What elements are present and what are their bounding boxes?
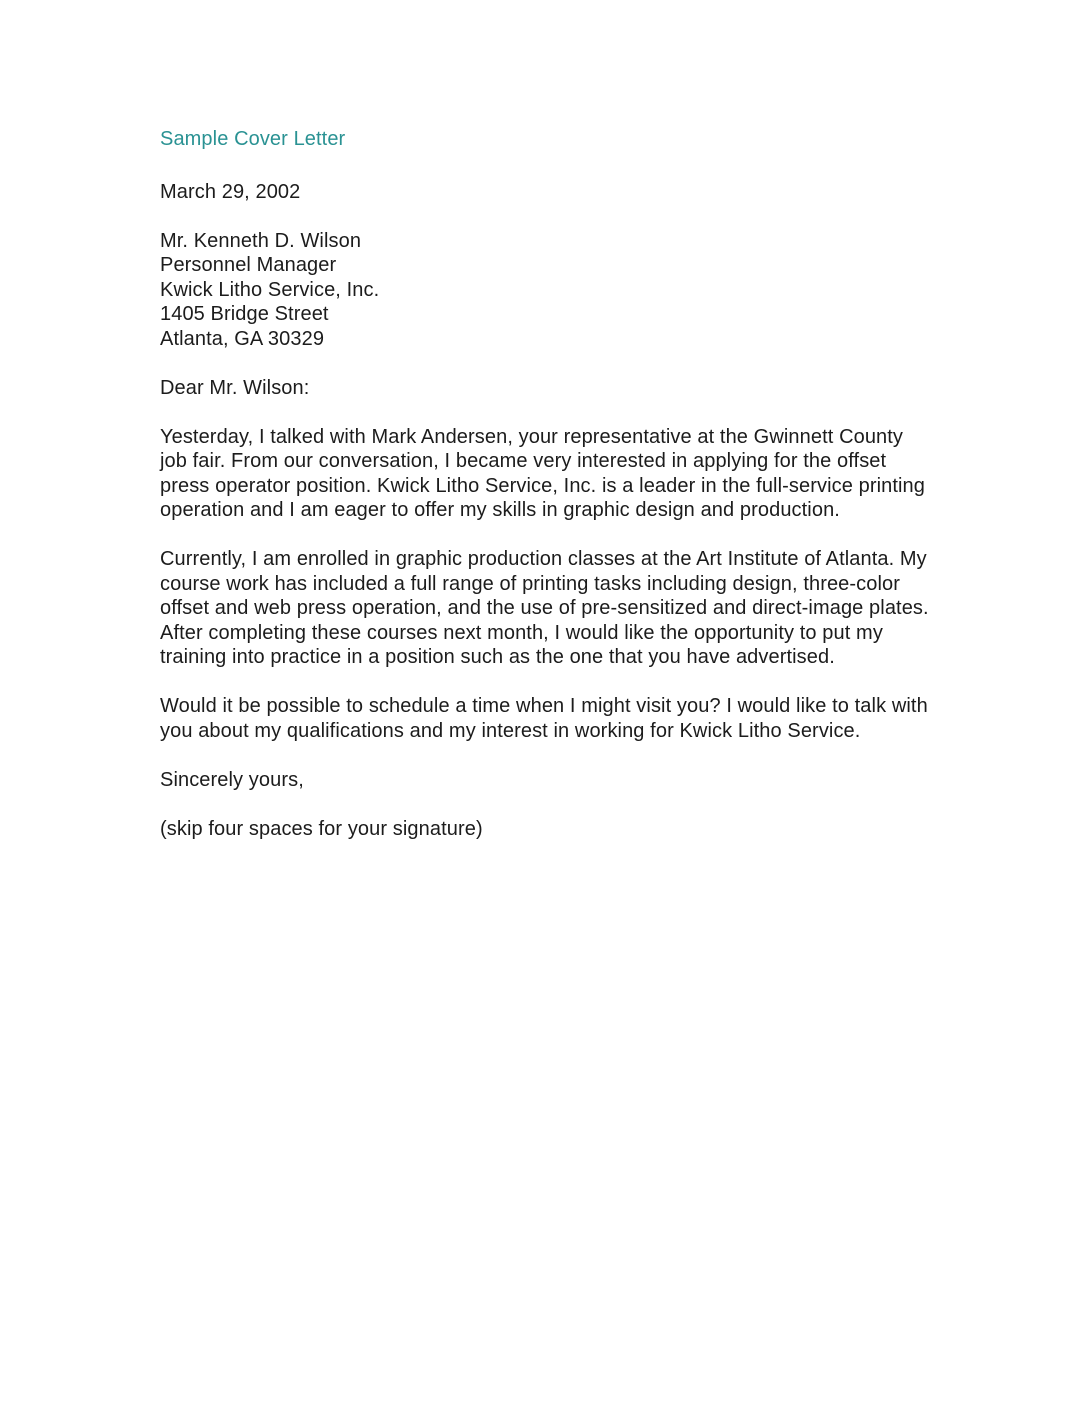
letter-title: Sample Cover Letter: [160, 128, 346, 150]
recipient-address: [160, 229, 935, 352]
body-paragraph: Would it be possible to schedule a time when I might visit you? I would like to talk with you about my qualifications and my interest in working for Kwick Litho Service.: [160, 695, 928, 742]
body-paragraph: Currently, I am enrolled in graphic production classes at the Art Institute of Atlanta. My course work has included a full range of printing tasks including design, three-color offset and web press operation, and the use of pre-sensitized and direct-image plates. After completing these courses next month, I would like the opportunity to put my training into practice in a position such as the one that you have advertised.: [160, 548, 929, 668]
cover-letter: [160, 127, 935, 866]
letter-date: March 29, 2002: [160, 180, 301, 203]
recipient-city-state-zip: Atlanta, GA 30329: [160, 327, 325, 350]
recipient-company: Kwick Litho Service, Inc.: [160, 278, 380, 301]
salutation: Dear Mr. Wilson:: [160, 376, 310, 399]
recipient-name: Mr. Kenneth D. Wilson: [160, 229, 362, 252]
body-paragraph: Yesterday, I talked with Mark Andersen, your representative at the Gwinnett County job fair. From our conversation, I became very interested in applying for the offset press operator position. Kwick Litho Service, Inc. is a leader in the full-service printing operation and I am eager to offer my skills in graphic design and production.: [160, 425, 926, 521]
signature-note: (skip four spaces for your signature): [160, 817, 483, 840]
recipient-street: 1405 Bridge Street: [160, 303, 329, 325]
recipient-role: Personnel Manager: [160, 254, 337, 276]
closing: Sincerely yours,: [160, 768, 304, 791]
